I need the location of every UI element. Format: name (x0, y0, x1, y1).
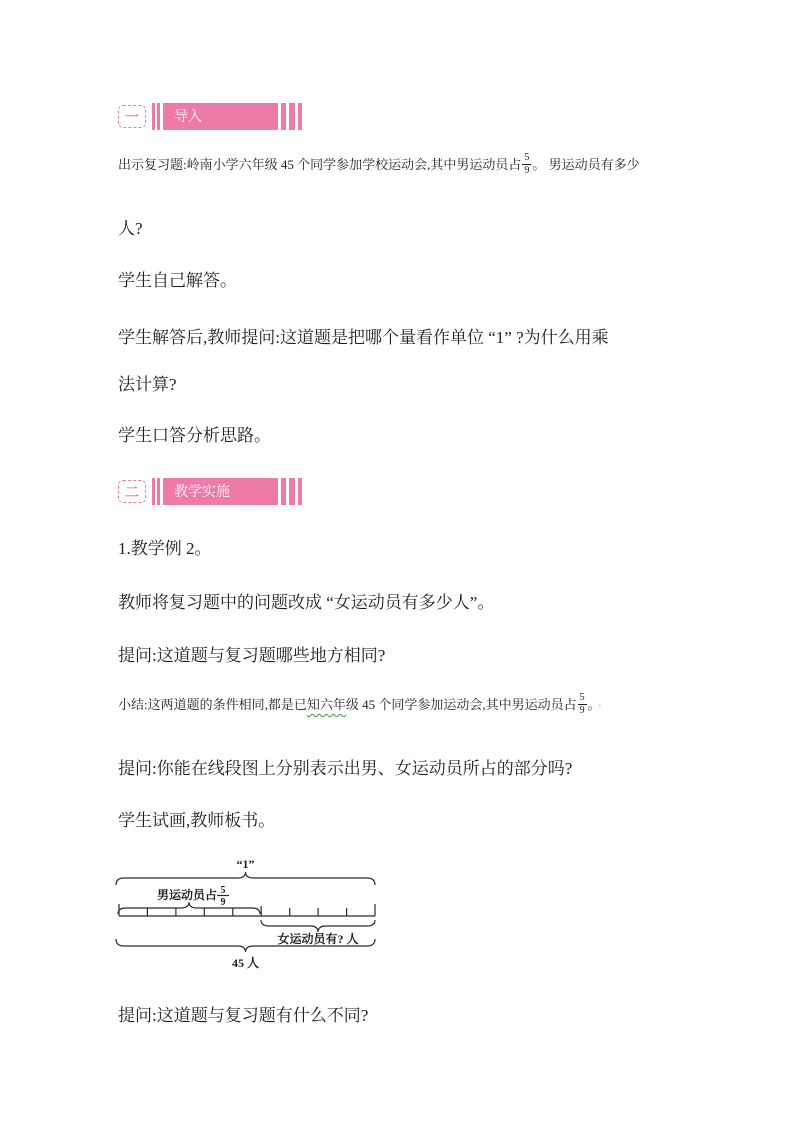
paragraph-teacher-ask-line2: 法计算? (118, 375, 177, 394)
decorative-bar (289, 478, 295, 505)
decorative-bar (298, 103, 302, 130)
diagram-male-frac-num: 5 (220, 885, 226, 896)
brace-whole-top (116, 872, 375, 885)
decorative-bar (289, 103, 295, 130)
fraction-five-ninths (578, 693, 587, 716)
section-title-banner-2 (163, 478, 278, 505)
brace-male (118, 902, 260, 914)
section-header-implementation (118, 478, 302, 505)
decorative-bar (157, 103, 160, 130)
section-header-intro (118, 103, 302, 130)
paragraph-ask-diff: 提问:这道题与复习题有什么不同? (118, 1006, 369, 1025)
line-segment-diagram (113, 856, 385, 978)
paragraph-teach-example: 1.教学例 2。 (118, 539, 212, 558)
fraction-numerator: 5 (579, 691, 585, 703)
anchor-dot: · (598, 700, 602, 712)
summary-text-1: 小结:这两道题的条件相同,都是已 (118, 697, 307, 712)
fraction-five-ninths (522, 153, 531, 176)
diagram-male-frac-den: 9 (220, 897, 226, 908)
section-index-box-2 (118, 480, 146, 503)
paragraph-ren: 人? (118, 219, 143, 238)
decorative-bar (152, 103, 155, 130)
brace-female (261, 920, 375, 932)
paragraph-oral-analysis: 学生口答分析思路。 (118, 426, 271, 445)
section-title-2: 教学实施 (174, 483, 230, 499)
fraction-numerator: 5 (524, 151, 530, 163)
decorative-bar (298, 478, 302, 505)
section-index-1: 一 (125, 110, 139, 126)
decorative-bar (152, 478, 155, 505)
fraction-denominator: 9 (579, 704, 585, 716)
paragraph-ask-diagram: 提问:你能在线段图上分别表示出男、女运动员所占的部分吗? (118, 759, 573, 778)
diagram-total-label: 45 人 (231, 956, 260, 970)
section-index-2: 二 (125, 485, 139, 501)
paragraph-students-solve: 学生自己解答。 (118, 271, 237, 290)
paragraph-review-problem (118, 150, 640, 180)
section-index-box-1 (118, 105, 146, 128)
section-title-banner-1 (163, 103, 278, 130)
diagram-male-label: 男运动员占 (157, 888, 218, 902)
diagram-unit-label: “1” (236, 857, 255, 871)
summary-text-end: 。 (587, 697, 595, 712)
decorative-bar (157, 478, 160, 505)
review-problem-text-after: 。 男运动员有多少 (532, 157, 640, 172)
diagram-female-label: 女运动员有? 人 (277, 932, 359, 946)
decorative-bar (281, 478, 286, 505)
segment-ticks (119, 904, 375, 916)
paragraph-ask-same: 提问:这道题与复习题哪些地方相同? (118, 646, 386, 665)
fraction-denominator: 9 (524, 164, 530, 176)
paragraph-summary (118, 690, 602, 721)
section-title-1: 导入 (174, 108, 202, 124)
paragraph-students-draw: 学生试画,教师板书。 (118, 811, 276, 830)
summary-text-wavy: 知六年 (306, 697, 346, 712)
paragraph-change-question: 教师将复习题中的问题改成 “女运动员有多少人”。 (118, 593, 495, 612)
review-problem-text: 出示复习题:岭南小学六年级 45 个同学参加学校运动会,其中男运动员占 (118, 157, 522, 172)
paragraph-teacher-ask-line1: 学生解答后,教师提问:这道题是把哪个量看作单位 “1” ?为什么用乘 (118, 328, 609, 347)
decorative-bar (281, 103, 286, 130)
summary-text-2: 级 45 个同学参加运动会,其中男运动员占 (345, 697, 577, 712)
